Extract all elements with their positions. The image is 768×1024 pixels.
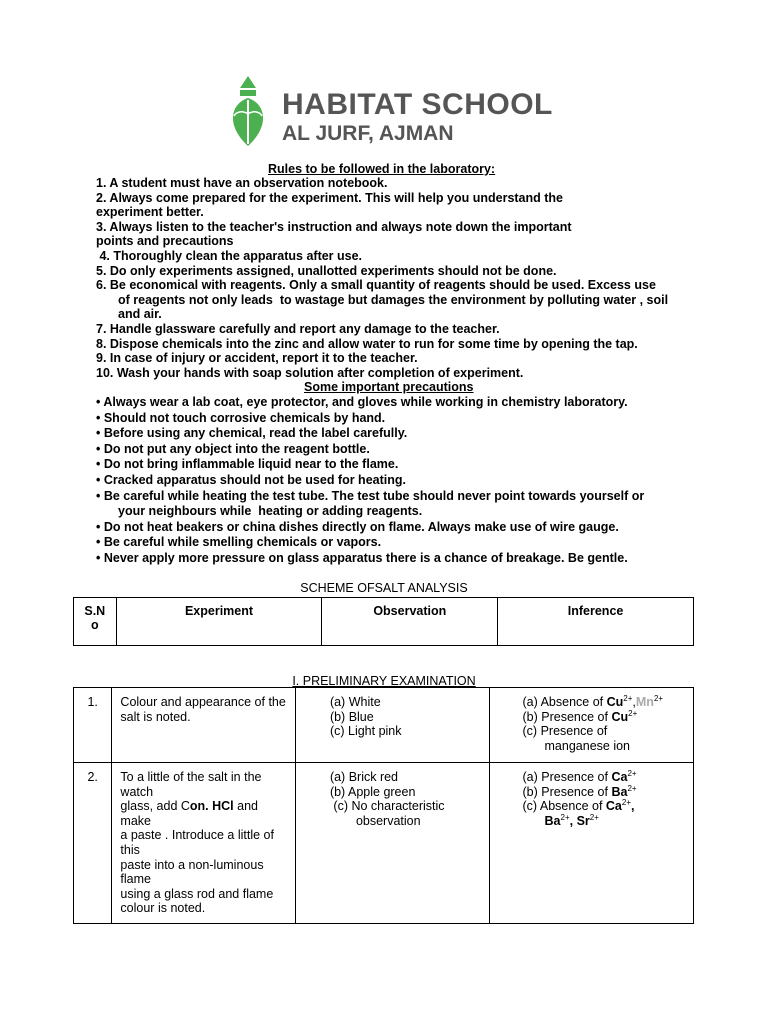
row2-sno: 2. <box>74 763 112 924</box>
row2-exp-line: glass, add C <box>120 799 190 814</box>
row2-exp-line: and make <box>120 799 258 828</box>
row1-exp-line: salt is noted. <box>120 709 191 724</box>
reagent-name: on. HCl <box>189 799 234 814</box>
ion-symbol: Ba <box>544 813 561 828</box>
precaution-item: • Never apply more pressure on glass apparatus there is a chance of breakage. Be gentle. <box>96 550 628 565</box>
ion-charge: 2+ <box>653 693 664 703</box>
precaution-item: • Do not heat beakers or china dishes directly on flame. Always make use of wire gauge. <box>96 519 619 534</box>
precaution-item: • Before using any chemical, read the label carefully. <box>96 426 408 441</box>
rule-item: 4. Thoroughly clean the apparatus after use. <box>96 248 363 263</box>
inf-text: (a) Presence of <box>522 770 612 784</box>
ion-charge: 2+ <box>627 783 637 793</box>
row2-obs-line: (c) No characteristic <box>329 799 445 814</box>
header-inference: Inference <box>498 598 694 646</box>
rule-item: 8. Dispose chemicals into the zinc and allow water to run for some time by opening the tap. <box>96 336 638 351</box>
school-logo <box>226 74 556 152</box>
rule-item: points and precautions <box>96 234 234 249</box>
ion-symbol: Mn <box>635 695 654 709</box>
inf-text: (c) Presence of <box>522 724 608 739</box>
row2-exp-line: paste into a non-luminous flame <box>120 857 264 887</box>
inf-sep: , <box>569 813 577 828</box>
school-name: HABITAT SCHOOL <box>282 88 553 121</box>
precaution-item: • Do not put any object into the reagent bottle. <box>96 441 370 456</box>
table-row <box>74 763 694 924</box>
inf-text: (b) Presence of <box>522 784 612 799</box>
rule-item: 7. Handle glassware carefully and report any damage to the teacher. <box>96 321 500 336</box>
inf-indent <box>523 814 599 828</box>
ion-symbol: Ba <box>611 784 628 799</box>
rule-item: 3. Always listen to the teacher's instruction and always note down the important <box>96 219 572 234</box>
inf-sep: , <box>632 695 636 709</box>
precautions-list <box>96 395 696 567</box>
prelim-table <box>73 687 694 924</box>
precaution-item: • Do not bring inflammable liquid near to the flame. <box>96 457 399 472</box>
row1-obs-line: (c) Light pink <box>329 724 402 739</box>
rule-item: experiment better. <box>96 205 204 220</box>
row1-observation <box>295 688 489 763</box>
row1-obs-line: (b) Blue <box>329 709 374 724</box>
header-sno-line2: o <box>90 618 99 632</box>
row2-exp-line: using a glass rod and flame <box>120 886 274 901</box>
precaution-item: • Cracked apparatus should not be used for heating. <box>96 472 406 487</box>
rule-item: and air. <box>118 307 162 322</box>
row1-experiment <box>112 688 296 763</box>
ion-symbol: Cu <box>611 709 629 724</box>
inf-text: (c) Absence of <box>522 799 606 814</box>
ion-charge: 2+ <box>560 812 570 822</box>
scheme-title: SCHEME OFSALT ANALYSIS <box>300 581 468 595</box>
row2-obs-line: (b) Apple green <box>329 784 416 799</box>
row2-exp-line: a paste . Introduce a little of this <box>120 828 274 857</box>
rule-item: 1. A student must have an observation notebook. <box>96 176 388 190</box>
row2-obs-line: (a) Brick red <box>329 770 399 784</box>
leaf-pencil-logo-icon <box>226 74 270 148</box>
ion-symbol: Ca <box>611 770 628 784</box>
table-row <box>74 688 694 763</box>
header-observation: Observation <box>322 598 498 646</box>
ion-charge: 2+ <box>589 812 599 822</box>
row2-exp-line: colour is noted. <box>120 901 206 916</box>
row2-observation <box>295 763 489 924</box>
ion-charge: 2+ <box>628 708 638 718</box>
precaution-item: your neighbours while heating or adding reagents. <box>118 504 423 519</box>
rule-item: 6. Be economical with reagents. Only a small quantity of reagents should be used. Excess use <box>96 278 656 293</box>
inf-sep: , <box>631 799 635 814</box>
rules-title: Rules to be followed in the laboratory: <box>268 162 496 176</box>
header-experiment: Experiment <box>116 598 322 646</box>
rule-item: 2. Always come prepared for the experiment. This will help you understand the <box>96 190 564 205</box>
precautions-title: Some important precautions <box>304 380 474 394</box>
ion-charge: 2+ <box>627 768 637 778</box>
row2-experiment <box>112 763 296 924</box>
ion-charge: 2+ <box>621 798 631 808</box>
header-sno-line1: S.N <box>84 604 106 618</box>
ion-symbol: Cu <box>606 695 624 709</box>
row1-obs-line: (a) White <box>329 695 381 709</box>
precaution-item: • Be careful while smelling chemicals or vapors. <box>96 535 382 550</box>
rule-item: 10. Wash your hands with soap solution after completion of experiment. <box>96 365 524 380</box>
ion-symbol: Sr <box>576 813 590 828</box>
rule-item: 5. Do only experiments assigned, unallotted experiments should not be done. <box>96 263 557 278</box>
rule-item: of reagents not only leads to wastage but damages the environment by polluting water , soil <box>118 292 669 307</box>
inf-text: (b) Presence of <box>522 709 612 724</box>
ion-charge: 2+ <box>623 693 633 703</box>
precaution-item: • Should not touch corrosive chemicals by hand. <box>96 410 386 425</box>
row2-obs-line: observation <box>355 813 421 828</box>
prelim-title: I. PRELIMINARY EXAMINATION <box>292 674 476 688</box>
row2-inference <box>489 763 693 924</box>
inf-text: manganese ion <box>544 738 630 753</box>
scheme-header-table <box>73 597 694 646</box>
ion-symbol: Ca <box>605 799 622 814</box>
rules-list <box>96 176 696 380</box>
precaution-item: • Always wear a lab coat, eye protector, and gloves while working in chemistry laboratory. <box>96 395 628 409</box>
row1-exp-line: Colour and appearance of the <box>120 695 286 709</box>
row1-sno: 1. <box>74 688 112 763</box>
school-location: AL JURF, AJMAN <box>282 122 454 145</box>
row1-inference <box>489 688 693 763</box>
row2-exp-line: To a little of the salt in the watch <box>120 770 262 799</box>
inf-text: (a) Absence of <box>522 695 607 709</box>
precaution-item: • Be careful while heating the test tube. The test tube should never point towards yourself or <box>96 488 645 503</box>
header-sno <box>74 598 117 646</box>
rule-item: 9. In case of injury or accident, report it to the teacher. <box>96 351 418 366</box>
